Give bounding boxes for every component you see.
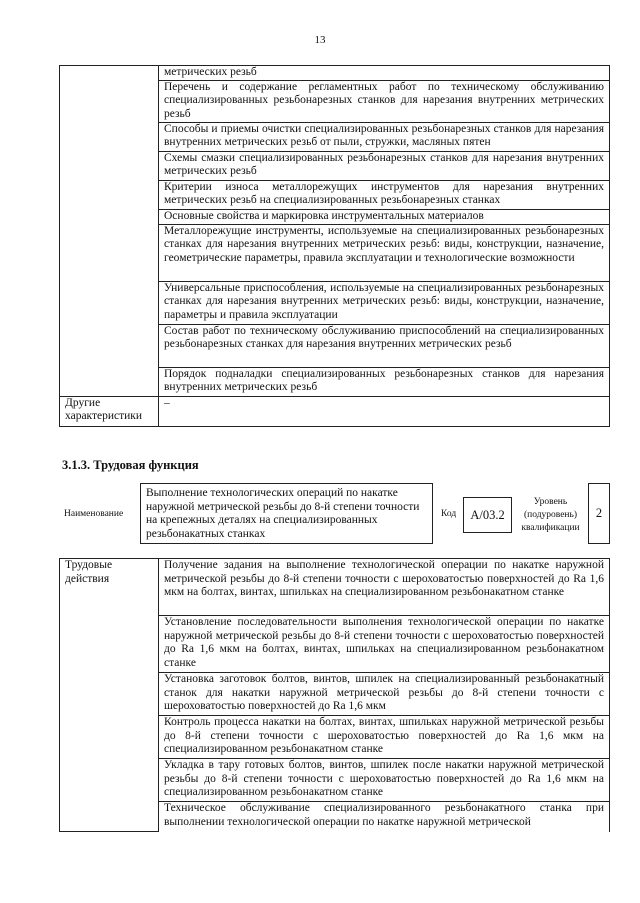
- level-label: Уровень (подуровень) квалификации: [521, 497, 580, 533]
- label-cell-empty: [60, 66, 159, 397]
- table-cell: метрических резьб: [159, 66, 610, 81]
- table-cell: Установка заготовок болтов, винтов, шпилек на специализированный резьбонакатный станок для накатки наружной метрической резьбы до 8-й степени точности с шероховатостью поверхностей до Ra 1,6 мкм: [159, 673, 610, 716]
- function-name-box: Выполнение технологических операций по накатке наружной метрической резьбы до 8-й степени точности на крепежных деталях на специализированных резьбонакатных станках: [140, 483, 433, 544]
- table-cell: Основные свойства и маркировка инструментальных материалов: [159, 209, 610, 224]
- labor-actions-table: [59, 558, 610, 832]
- table-cell: Получение задания на выполнение технологической операции по накатке наружной метрической резьбы до 8-й степени точности с шероховатостью поверхностей до Ra 1,6 мкм на болтах, винтах, шпильках на специализированном резьбонакатном станке: [159, 559, 610, 616]
- knowledge-table: [59, 65, 610, 427]
- table-cell: Установление последовательности выполнения технологической операции по накатке наружной метрической резьбы до 8-й степени точности с шероховатостью поверхностей до Ra 1,6 мкм на болтах, винтах, шпильках на специализированном резьбонакатном станке: [159, 616, 610, 673]
- table-row: [60, 559, 610, 616]
- table-cell: Порядок подналадки специализированных резьбонарезных станков для нарезания внутренних метрических резьб: [159, 367, 610, 396]
- table-cell: Металлорежущие инструменты, используемые на специализированных резьбонарезных станках для нарезания внутренних метрических резьб: виды, конструкции, назначение, геометрические параметры, правила эксплуатации и технологические возможности: [159, 224, 610, 281]
- table-cell: Укладка в тару готовых болтов, винтов, шпилек после накатки наружной метрической резьбы до 8-й степени точности с шероховатостью поверхностей до Ra 1,6 мкм на специализированном резьбонакатном станке: [159, 759, 610, 802]
- other-characteristics-label: Другие характеристики: [60, 396, 159, 426]
- table-cell: Критерии износа металлорежущих инструментов для нарезания внутренних метрических резьб на специализированных резьбонарезных станках: [159, 180, 610, 209]
- page-number: 13: [314, 34, 326, 46]
- table-cell: Контроль процесса накатки на болтах, винтах, шпильках наружной метрической резьбы до 8-й степени точности с шероховатостью поверхностей до Ra 1,6 мкм на специализированном резьбонакатном станке: [159, 716, 610, 759]
- code-value-box: A/03.2: [463, 497, 512, 533]
- table-cell: Универсальные приспособления, используемые на специализированных резьбонарезных станках для нарезания внутренних метрических резьб: виды, конструкции, назначение, параметры и правила эксплуатации: [159, 281, 610, 324]
- name-label: Наименование: [64, 509, 124, 519]
- table-cell: Перечень и содержание регламентных работ по техническому обслуживанию специализированных резьбонарезных станков для нарезания внутренних метрических резьб: [159, 80, 610, 122]
- table-cell: Техническое обслуживание специализированного резьбонакатного станка при выполнении технологической операции по накатке наружной метрической: [159, 802, 610, 832]
- table-cell: Схемы смазки специализированных резьбонарезных станков для нарезания внутренних метрических резьб: [159, 151, 610, 180]
- level-value-box: 2: [588, 483, 610, 544]
- other-characteristics-value: –: [159, 396, 610, 426]
- table-cell: Способы и приемы очистки специализированных резьбонарезных станков для нарезания внутренних метрических резьб от пыли, стружки, масляных пятен: [159, 122, 610, 151]
- section-heading: 3.1.3. Трудовая функция: [62, 458, 199, 472]
- code-label: Код: [441, 509, 457, 519]
- table-row: [60, 396, 610, 426]
- table-cell: Состав работ по техническому обслуживанию приспособлений на специализированных резьбонарезных станках для нарезания внутренних метрических резьб: [159, 324, 610, 367]
- table-row: [60, 66, 610, 81]
- labor-actions-label: Трудовые действия: [60, 559, 159, 832]
